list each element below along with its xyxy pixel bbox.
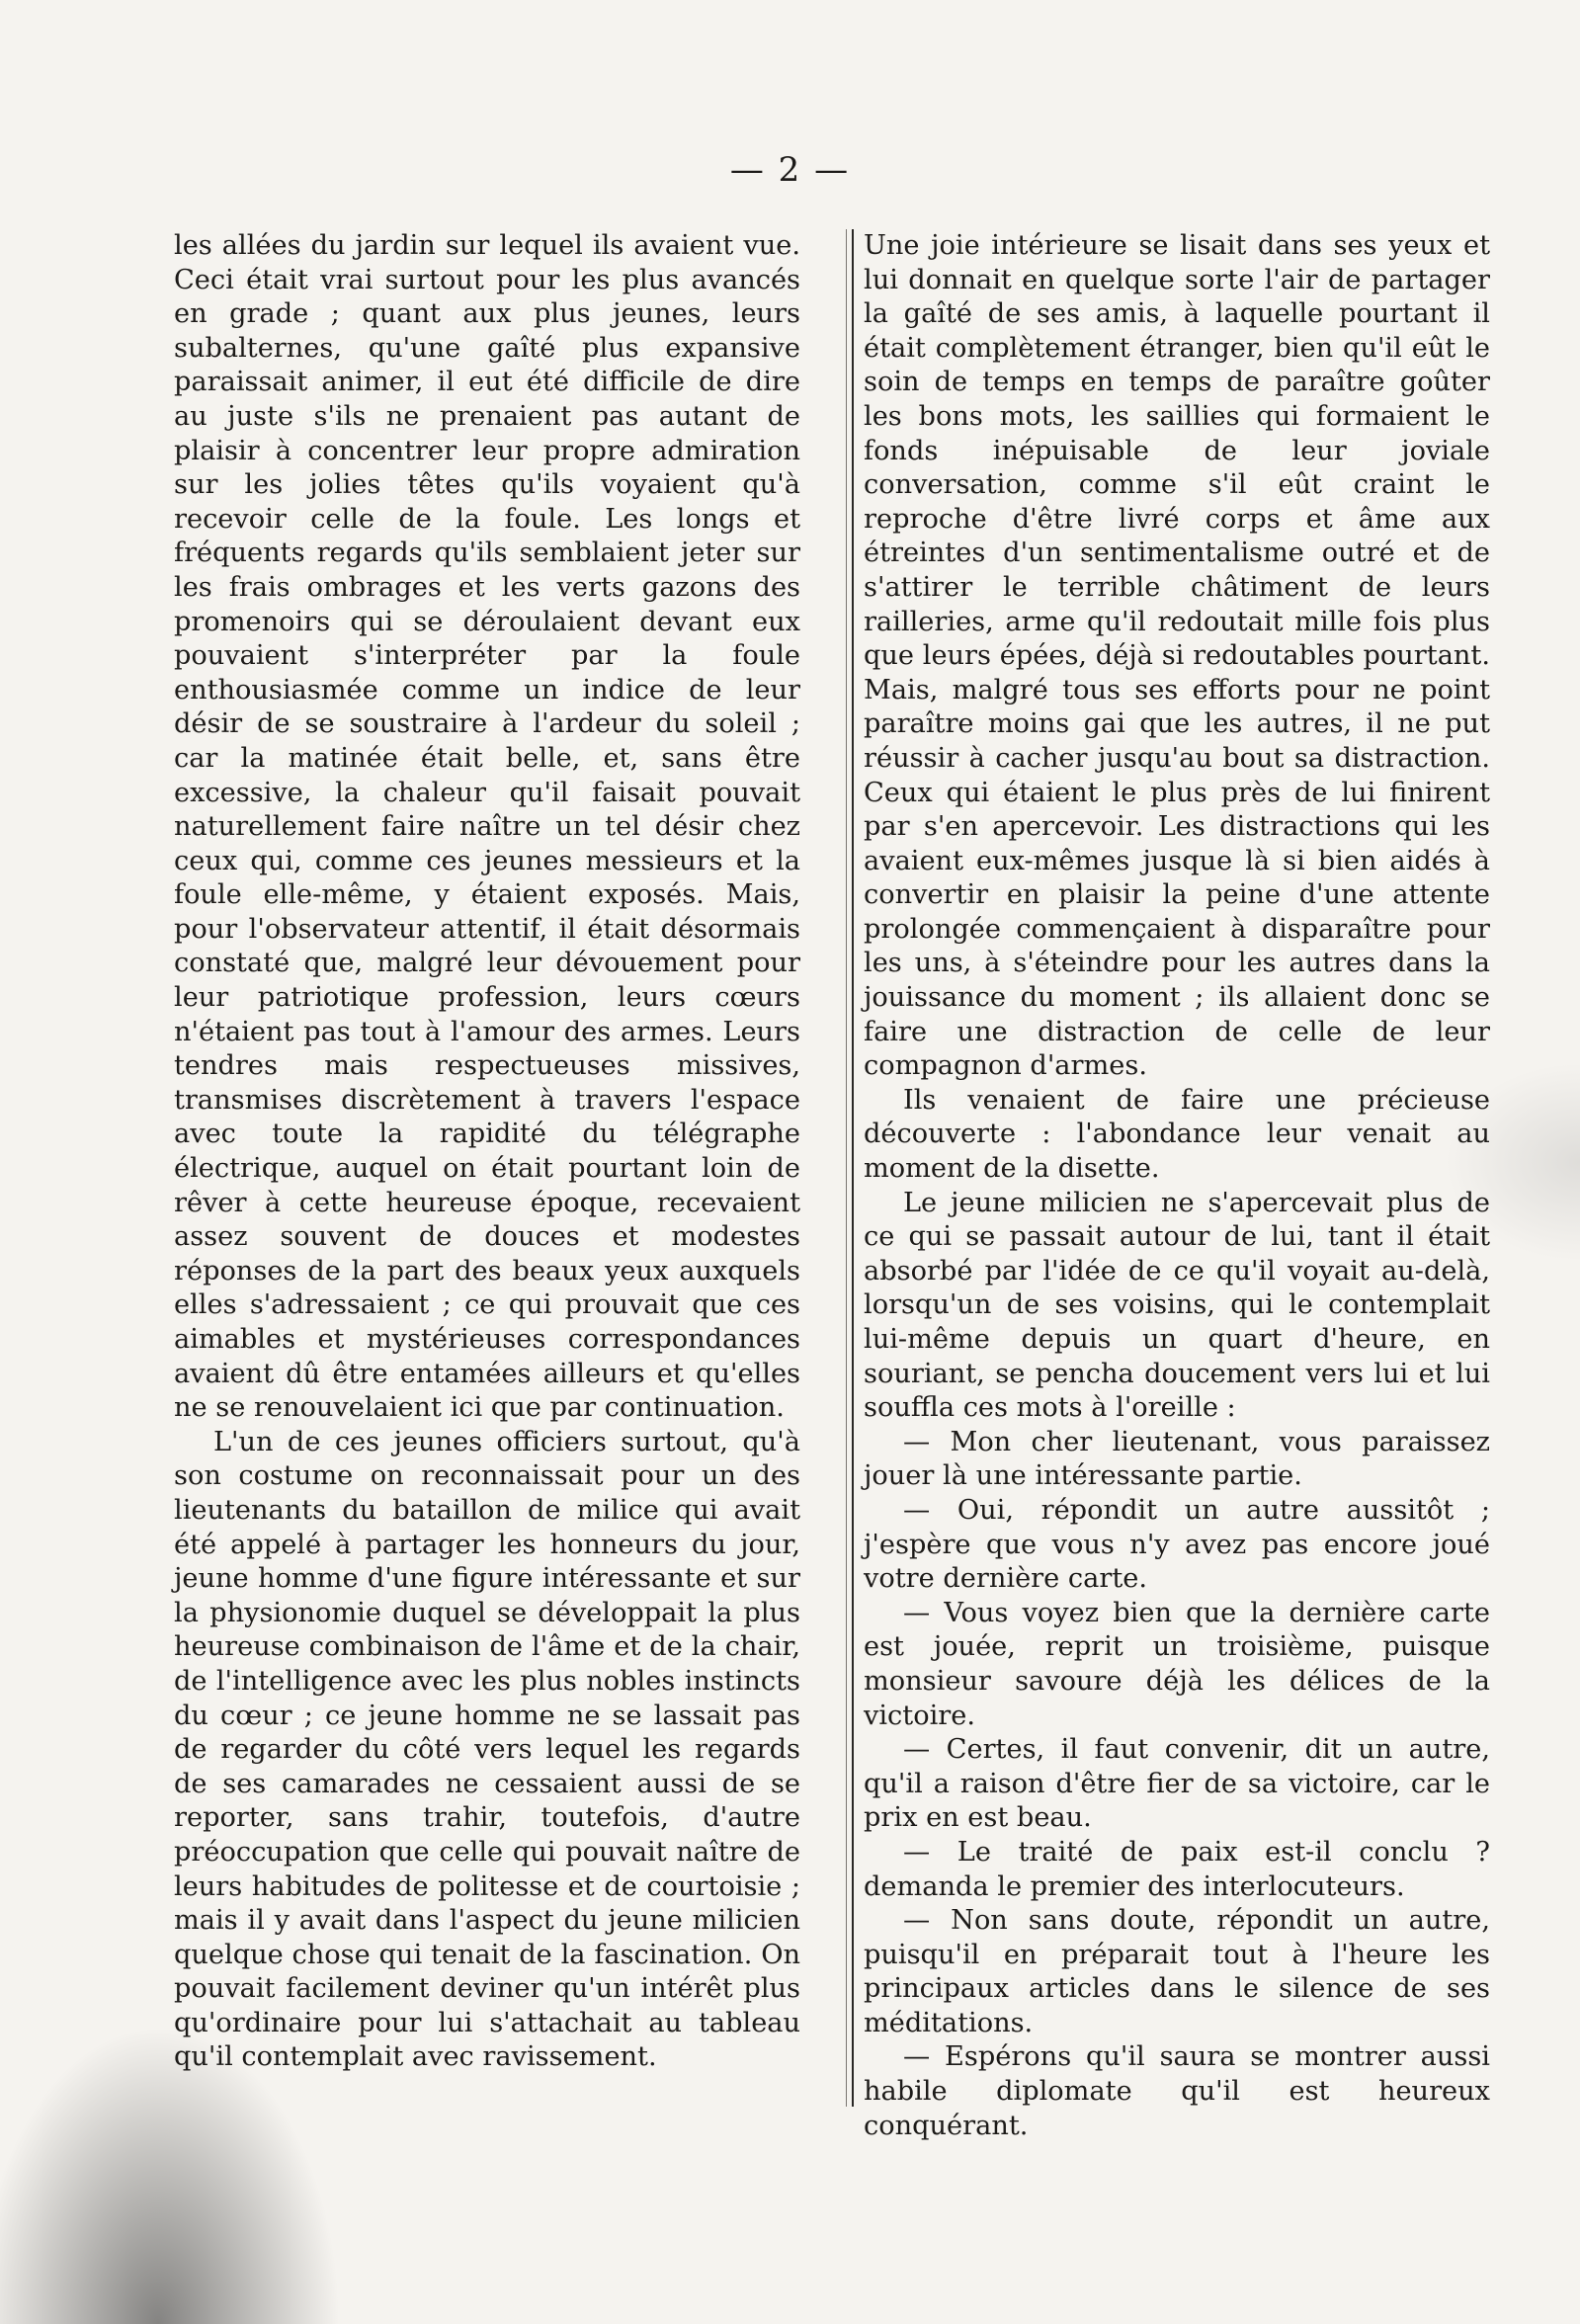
page-number: — 2 —: [729, 150, 851, 190]
paragraph: Ils venaient de faire une précieuse découverte : l'abondance leur venait au moment de la disette.: [864, 1084, 1490, 1185]
column-rule-inner: [846, 229, 847, 2107]
dialogue-line: — Oui, répondit un autre aussitôt ; j'espère que vous n'y avez pas encore joué votre dernière carte.: [864, 1494, 1490, 1595]
paragraph: les allées du jardin sur lequel ils avaient vue. Ceci était vrai surtout pour les plus avancés en grade ; quant aux plus jeunes, leurs subalternes, qu'une gaîté plus expansive paraissait animer, il eut été difficile de dire au juste s'ils ne prenaient pas autant de plaisir à concentrer leur propre admiration sur les jolies têtes qu'ils voyaient qu'à recevoir celle de la foule. Les longs et fréquents regards qu'ils semblaient jeter sur les frais ombrages et les verts gazons des promenoirs qui se déroulaient devant eux pouvaient s'interpréter par la foule enthousiasmée comme un indice de leur désir de se soustraire à l'ardeur du soleil ; car la matinée était belle, et, sans être excessive, la chaleur qu'il faisait pouvait naturellement faire naître un tel désir chez ceux qui, comme ces jeunes messieurs et la foule elle-même, y étaient exposés. Mais, pour l'observateur attentif, il était désormais constaté que, malgré leur dévouement pour leur patriotique profession, leurs cœurs n'étaient pas tout à l'amour des armes. Leurs tendres mais respectueuses missives, transmises discrètement à travers l'espace avec toute la rapidité du télégraphe électrique, auquel on était pourtant loin de rêver à cette heureuse époque, recevaient assez souvent de douces et modestes réponses de la part des beaux yeux auxquels elles s'adressaient ; ce qui prouvait que ces aimables et mystérieuses correspondances avaient dû être entamées ailleurs et qu'elles ne se renouvelaient ici que par continuation.: [174, 230, 800, 1424]
paragraph: L'un de ces jeunes officiers surtout, qu'à son costume on reconnaissait pour un des lieutenants du bataillon de milice qui avait été appelé à partager les honneurs du jour, jeune homme d'une figure intéressante et sur la physionomie duquel se développait la plus heureuse combinaison de l'âme et de la chair, de l'intelligence avec les plus nobles instincts du cœur ; ce jeune homme ne se lassait pas de regarder du côté vers lequel les regards de ses camarades ne cessaient aussi de se reporter, sans trahir, toutefois, d'autre préoccupation que celle qui pouvait naître de leurs habitudes de politesse et de courtoisie ; mais il y avait dans l'aspect du jeune milicien quelque chose qui tenait de la fascination. On pouvait facilement deviner qu'un intérêt plus qu'ordinaire pour lui s'attachait au tableau qu'il contemplait avec ravissement.: [174, 1426, 800, 2073]
paragraph: Le jeune milicien ne s'apercevait plus de ce qui se passait autour de lui, tant il était absorbé par l'idée de ce qu'il voyait au-delà, lorsqu'un de ses voisins, qui le contemplait lui-même depuis un quart d'heure, en souriant, se pencha doucement vers lui et lui souffla ces mots à l'oreille :: [864, 1187, 1490, 1424]
column-rule: [852, 229, 854, 2107]
right-column: [864, 229, 1490, 2143]
dialogue-line: — Non sans doute, répondit un autre, puisqu'il en préparait tout à l'heure les principaux articles dans le silence de ses méditations.: [864, 1905, 1490, 2038]
dialogue-line: — Mon cher lieutenant, vous paraissez jouer là une intéressante partie.: [864, 1426, 1490, 1492]
dialogue-line: — Espérons qu'il saura se montrer aussi habile diplomate qu'il est heureux conquérant.: [864, 2041, 1490, 2141]
dialogue-line: — Certes, il faut convenir, dit un autre, qu'il a raison d'être fier de sa victoire, car le prix en est beau.: [864, 1734, 1490, 1834]
dialogue-line: — Le traité de paix est-il conclu ? demanda le premier des interlocuteurs.: [864, 1836, 1490, 1902]
left-column: [174, 229, 800, 2075]
dialogue-line: — Vous voyez bien que la dernière carte est jouée, reprit un troisième, puisque monsieur savoure déjà les délices de la victoire.: [864, 1597, 1490, 1731]
paragraph: Une joie intérieure se lisait dans ses yeux et lui donnait en quelque sorte l'air de partager la gaîté de ses amis, à laquelle pourtant il était complètement étranger, bien qu'il eût le soin de temps en temps de paraître goûter les bons mots, les saillies qui formaient le fonds inépuisable de leur joviale conversation, comme s'il eût craint le reproche d'être livré corps et âme aux étreintes d'un sentimentalisme outré et de s'attirer le terrible châtiment de leurs railleries, arme qu'il redoutait mille fois plus que leurs épées, déjà si redoutables pourtant. Mais, malgré tous ses efforts pour ne point paraître moins gai que les autres, il ne put réussir à cacher jusqu'au bout sa distraction. Ceux qui étaient le plus près de lui finirent par s'en apercevoir. Les distractions qui les avaient eux-mêmes jusque là si bien aidés à convertir en plaisir la peine d'une attente prolongée commençaient à disparaître pour les uns, à s'éteindre pour les autres dans la jouissance du moment ; ils allaient donc se faire une distraction de celle de leur compagnon d'armes.: [864, 230, 1490, 1082]
